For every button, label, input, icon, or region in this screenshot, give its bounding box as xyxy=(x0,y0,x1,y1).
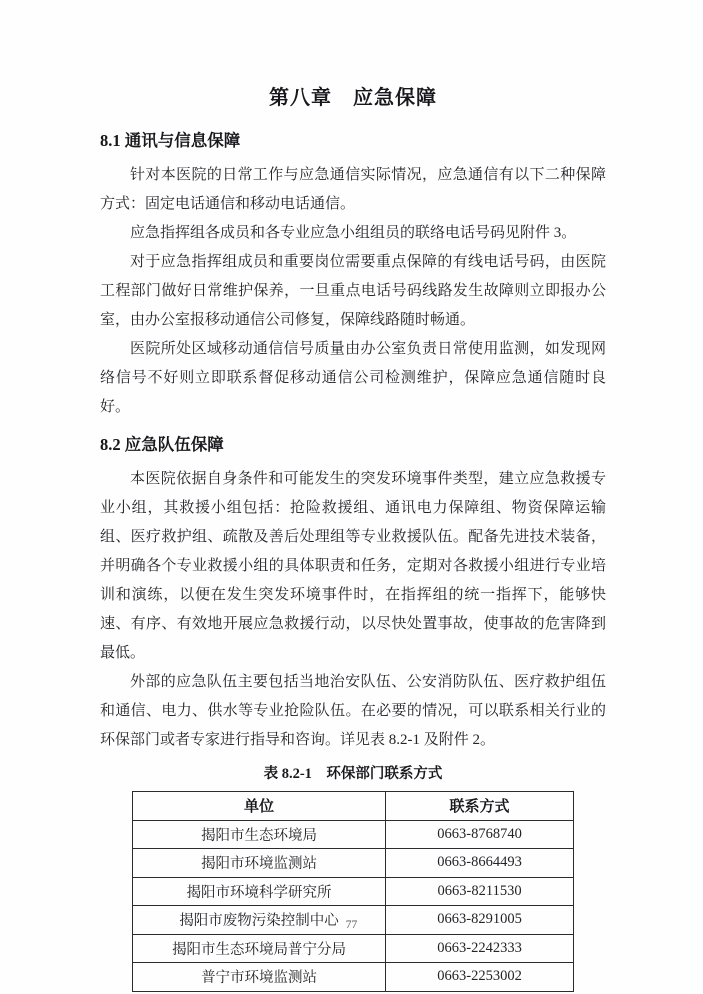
chapter-title: 第八章 应急保障 xyxy=(269,87,437,109)
contact-cell: 0663-8768740 xyxy=(386,820,574,849)
contact-cell: 0663-2253002 xyxy=(386,963,574,992)
column-header-contact: 联系方式 xyxy=(386,792,574,821)
paragraph: 对于应急指挥组成员和重要岗位需要重点保障的有线电话号码，由医院工程部门做好日常维护保养，一旦重点电话号码线路发生故障则立即报办公室，由办公室报移动通信公司修复，保障线路随时畅通。 xyxy=(100,254,606,328)
table-row xyxy=(133,934,574,963)
table-caption: 表 8.2-1 环保部门联系方式 xyxy=(263,766,443,782)
contact-cell: 0663-8211530 xyxy=(386,877,574,906)
contact-cell: 0663-8664493 xyxy=(386,849,574,878)
paragraph: 本医院依据自身条件和可能发生的突发环境事件类型，建立应急救援专业小组，其救援小组包括：抢险救援组、通讯电力保障组、物资保障运输组、医疗救护组、疏散及善后处理组等专业救援队伍。配备先进技术装备，并明确各个专业救援小组的具体职责和任务，定期对各救援小组进行专业培训和演练，以便在发生突发环境事件时，在指挥组的统一指挥下，能够快速、有序、有效地开展应急救援行动，以尽快处置事故，使事故的危害降到最低。 xyxy=(100,471,606,661)
section-8-1 xyxy=(100,130,606,422)
paragraph: 应急指挥组各成员和各专业应急小组组员的联络电话号码见附件 3。 xyxy=(130,225,577,241)
column-header-unit: 单位 xyxy=(133,792,386,821)
unit-cell: 普宁市环境监测站 xyxy=(133,963,386,992)
table-row xyxy=(133,877,574,906)
unit-cell: 揭阳市废物污染控制中心 xyxy=(133,906,386,935)
epa-contact-table xyxy=(132,791,574,992)
unit-cell: 揭阳市生态环境局 xyxy=(133,820,386,849)
section-8-1-heading: 8.1 通讯与信息保障 xyxy=(100,131,241,150)
contact-cell: 0663-2242333 xyxy=(386,934,574,963)
paragraph: 针对本医院的日常工作与应急通信实际情况，应急通信有以下二种保障方式：固定电话通信和移动电话通信。 xyxy=(100,167,606,212)
section-8-2 xyxy=(100,434,606,755)
paragraph: 外部的应急队伍主要包括当地治安队伍、公安消防队伍、医疗救护组伍和通信、电力、供水等专业抢险队伍。在必要的情况，可以联系相关行业的环保部门或者专家进行指导和咨询。详见表 8.2-1 及附件 2。 xyxy=(100,674,606,748)
table-header-row xyxy=(133,792,574,821)
section-8-2-heading: 8.2 应急队伍保障 xyxy=(100,435,224,454)
contact-cell: 0663-8291005 xyxy=(386,906,574,935)
paragraph: 医院所处区域移动通信信号质量由办公室负责日常使用监测，如发现网络信号不好则立即联系督促移动通信公司检测维护，保障应急通信随时良好。 xyxy=(100,341,606,415)
table-row xyxy=(133,963,574,992)
unit-cell: 揭阳市环境监测站 xyxy=(133,849,386,878)
unit-cell: 揭阳市环境科学研究所 xyxy=(133,877,386,906)
page-number: 77 xyxy=(345,919,358,931)
table-row xyxy=(133,820,574,849)
unit-cell: 揭阳市生态环境局普宁分局 xyxy=(133,934,386,963)
table-row xyxy=(133,849,574,878)
